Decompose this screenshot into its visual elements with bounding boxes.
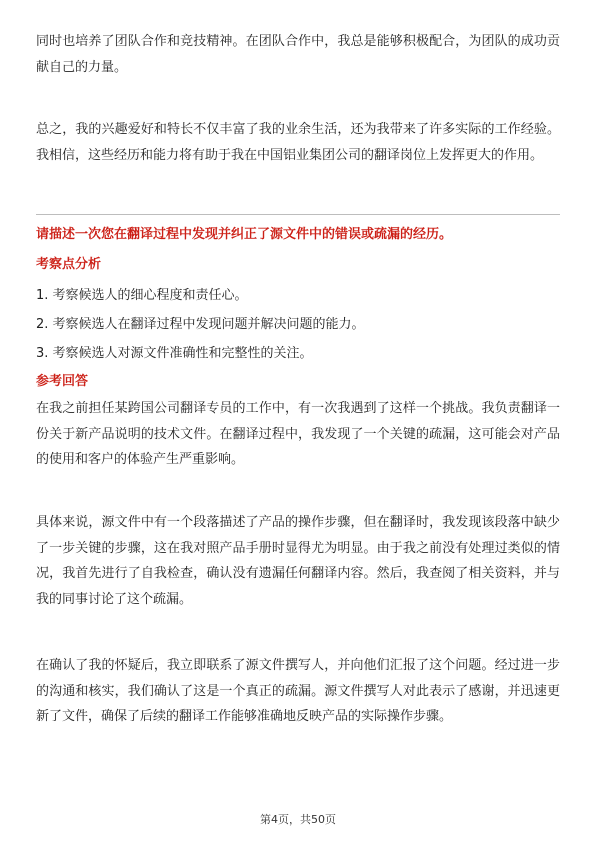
analysis-point: 3. 考察候选人对源文件准确性和完整性的关注。 bbox=[36, 346, 313, 361]
analysis-point: 2. 考察候选人在翻译过程中发现问题并解决问题的能力。 bbox=[36, 317, 365, 332]
analysis-list bbox=[36, 281, 560, 368]
answer-paragraph: 在确认了我的怀疑后，我立即联系了源文件撰写人，并向他们汇报了这个问题。经过进一步的沟通和核实，我们确认了这是一个真正的疏漏。源文件撰写人对此表示了感谢，并迅速更新了文件，确保了后续的翻译工作能够准确地反映产品的实际操作步骤。 bbox=[36, 658, 560, 724]
answer-paragraph: 在我之前担任某跨国公司翻译专员的工作中，有一次我遇到了这样一个挑战。我负责翻译一份关于新产品说明的技术文件。在翻译过程中，我发现了一个关键的疏漏，这可能会对产品的使用和客户的体验产生严重影响。 bbox=[36, 401, 560, 467]
section-divider bbox=[36, 214, 560, 215]
page-number: 第4页，共50页 bbox=[260, 813, 336, 826]
answer-heading: 参考回答 bbox=[36, 374, 89, 389]
answer-paragraph: 具体来说，源文件中有一个段落描述了产品的操作步骤，但在翻译时，我发现该段落中缺少了一步关键的步骤，这在我对照产品手册时显得尤为明显。由于我之前没有处理过类似的情况，我首先进行了自我检查，确认没有遗漏任何翻译内容。然后，我查阅了相关资料，并与我的同事讨论了这个疏漏。 bbox=[36, 515, 560, 607]
analysis-point: 1. 考察候选人的细心程度和责任心。 bbox=[36, 288, 248, 303]
summary-paragraph: 总之，我的兴趣爱好和特长不仅丰富了我的业余生活，还为我带来了许多实际的工作经验。我相信，这些经历和能力将有助于我在中国铝业集团公司的翻译岗位上发挥更大的作用。 bbox=[36, 122, 560, 163]
intro-paragraph: 同时也培养了团队合作和竞技精神。在团队合作中，我总是能够积极配合，为团队的成功贡献自己的力量。 bbox=[36, 34, 560, 75]
question-title: 请描述一次您在翻译过程中发现并纠正了源文件中的错误或疏漏的经历。 bbox=[36, 227, 453, 242]
analysis-heading: 考察点分析 bbox=[36, 257, 102, 272]
document-page bbox=[36, 0, 560, 842]
